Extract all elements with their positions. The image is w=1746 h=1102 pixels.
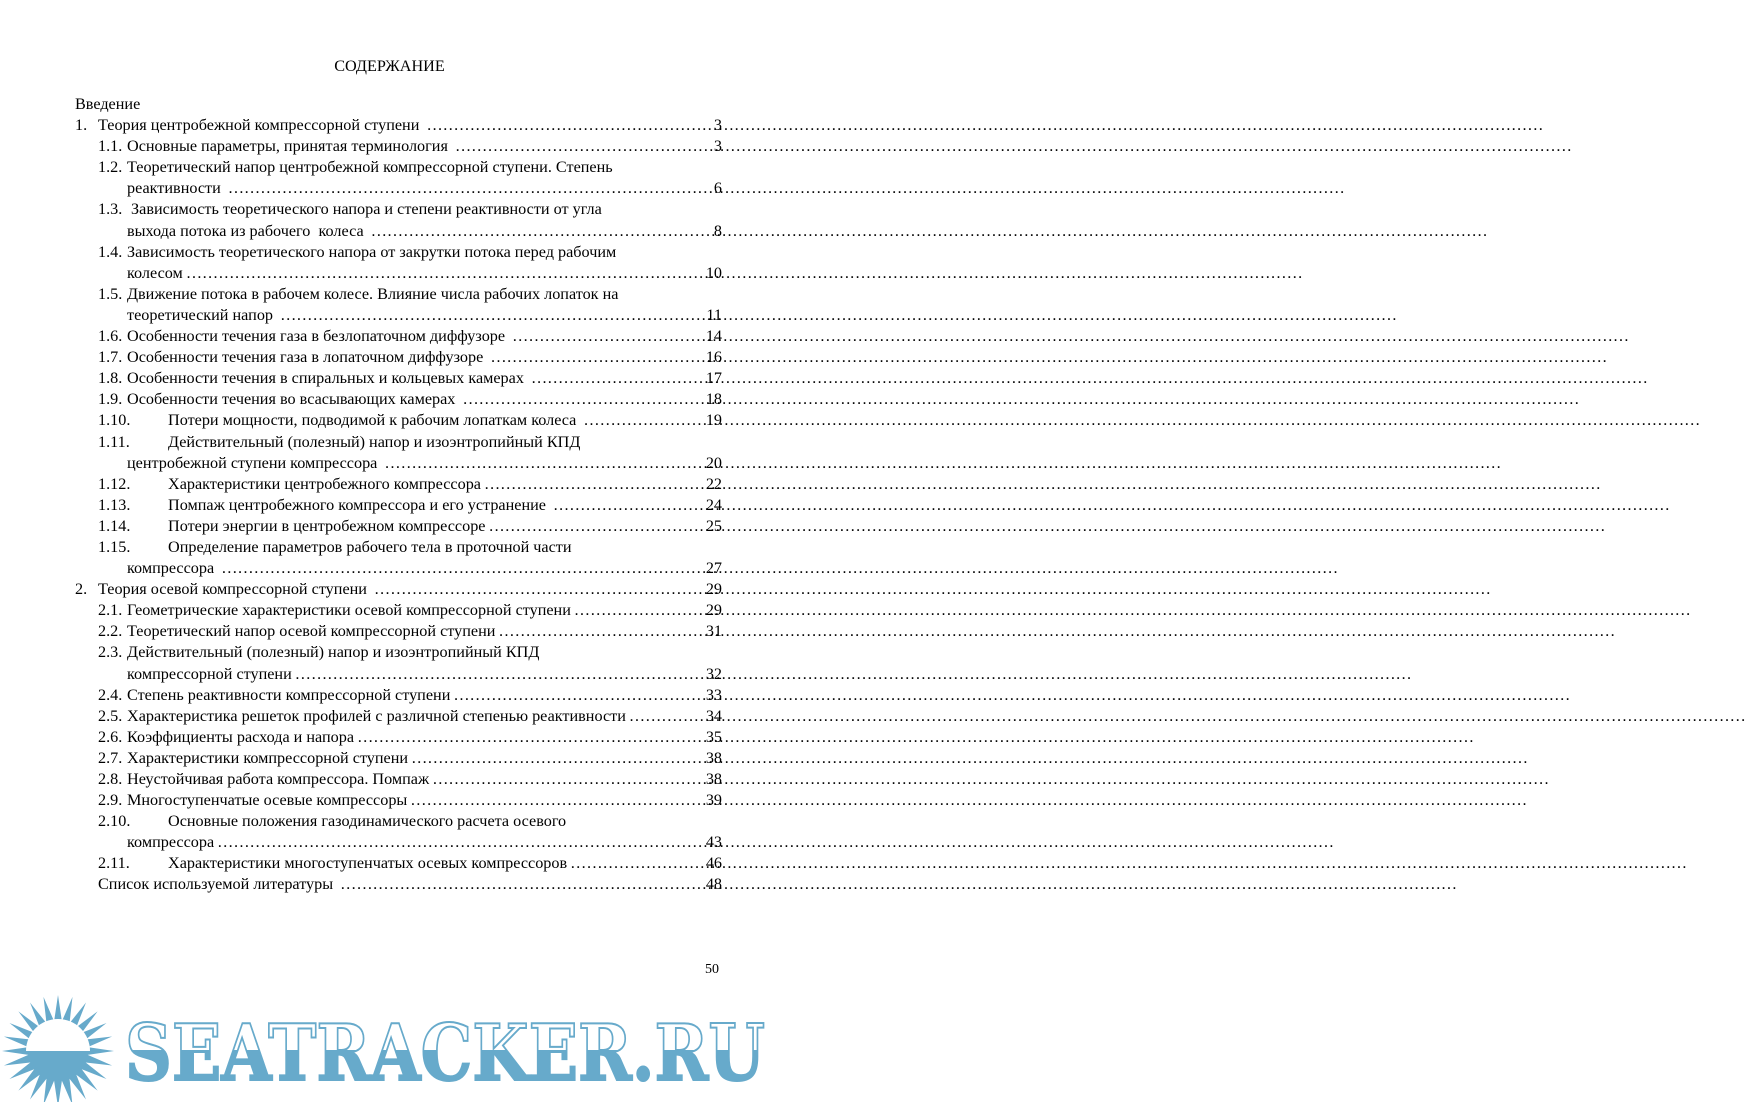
toc-entry-number: 2. — [75, 580, 88, 599]
toc-entry-title: Список используемой литературы — [98, 875, 338, 894]
toc-entry-title: Теория осевой компрессорной ступени — [98, 580, 371, 599]
toc-entry-number: 1.5. — [98, 284, 123, 303]
toc-entry-number: 2.4. — [98, 685, 123, 704]
toc-entry-number: 2.1. — [98, 601, 123, 620]
table-of-contents — [75, 94, 722, 896]
toc-entry-title: компрессорной ступени — [127, 664, 292, 683]
toc-entry[interactable] — [75, 748, 722, 769]
toc-entry-page: 6 — [714, 178, 722, 199]
toc-entry[interactable] — [75, 579, 722, 600]
toc-entry-title: Особенности течения газа в лопаточном диффузоре — [127, 348, 488, 367]
toc-entry-page: 20 — [706, 453, 722, 474]
leader-dots — [528, 368, 706, 389]
toc-entry-title: теоретический напор — [127, 305, 278, 324]
toc-entry-page: 19 — [706, 410, 722, 431]
leader-dots — [354, 727, 706, 748]
leader-dots — [571, 600, 706, 621]
toc-entry-page: 24 — [706, 495, 722, 516]
toc-entry-title: Зависимость теоретического напора и степени реактивности от угла — [127, 200, 602, 219]
toc-entry[interactable] — [75, 157, 722, 178]
toc-entry-page: 35 — [706, 727, 722, 748]
leader-dots — [450, 685, 705, 706]
toc-entry-title: Геометрические характеристики осевой компрессорной ступени — [127, 601, 571, 620]
page-number: 50 — [705, 962, 719, 977]
toc-entry[interactable] — [75, 600, 722, 621]
leader-dots — [292, 664, 706, 685]
toc-entry-number: 1. — [75, 116, 88, 135]
toc-entry-title: Коэффициенты расхода и напора — [127, 727, 355, 746]
toc-entry[interactable] — [75, 199, 722, 220]
toc-entry-number: 1.4. — [98, 242, 123, 261]
toc-entry-page: 14 — [706, 326, 722, 347]
toc-entry-number: 1.10. — [98, 411, 131, 430]
toc-entry-number: 1.8. — [98, 369, 123, 388]
toc-title: СОДЕРЖАНИЕ — [334, 57, 445, 75]
toc-entry-number: 2.10. — [98, 812, 131, 831]
toc-entry[interactable] — [75, 537, 722, 558]
toc-entry-title: компрессора — [127, 833, 215, 852]
toc-entry-title: Характеристики многоступенчатых осевых компрессоров — [168, 854, 568, 873]
leader-dots — [495, 621, 705, 642]
toc-entry[interactable] — [75, 368, 722, 389]
leader-dots — [580, 410, 705, 431]
toc-entry-title: Теория центробежной компрессорной ступени — [98, 116, 424, 135]
toc-entry-number: 2.7. — [98, 748, 123, 767]
toc-entry-title: Определение параметров рабочего тела в проточной части — [168, 537, 572, 556]
toc-entry[interactable] — [75, 558, 722, 579]
toc-entry-title: компрессора — [127, 559, 219, 578]
toc-entry-page: 11 — [706, 305, 722, 326]
toc-entry-title: Характеристики центробежного компрессора — [168, 474, 481, 493]
toc-entry-page: 8 — [714, 221, 722, 242]
leader-dots — [218, 558, 706, 579]
toc-entry-page: 22 — [706, 474, 722, 495]
toc-entry[interactable] — [75, 853, 722, 874]
toc-entry[interactable] — [75, 221, 722, 242]
toc-entry[interactable] — [75, 263, 722, 284]
toc-entry[interactable] — [75, 178, 722, 199]
toc-entry[interactable] — [75, 453, 722, 474]
leader-dots — [371, 579, 706, 600]
leader-dots — [626, 706, 706, 727]
toc-entry-page: 25 — [706, 516, 722, 537]
toc-entry-number: 2.5. — [98, 706, 123, 725]
leader-dots — [407, 790, 706, 811]
leader-dots — [487, 347, 706, 368]
toc-entry-title: Характеристика решеток профилей с различной степенью реактивности — [127, 706, 626, 725]
toc-entry-title: Потери энергии в центробежном компрессоре — [168, 516, 486, 535]
toc-entry[interactable] — [75, 516, 722, 537]
toc-entry[interactable] — [75, 347, 722, 368]
toc-entry-number: 2.2. — [98, 622, 123, 641]
toc-entry-page: 46 — [706, 853, 722, 874]
toc-entry[interactable] — [75, 642, 722, 663]
toc-intro-label: Введение — [75, 95, 141, 113]
toc-entry-page: 31 — [706, 621, 722, 642]
toc-entry-title: Действительный (полезный) напор и изоэнтропийный КПД — [127, 643, 540, 662]
toc-entry-title: выхода потока из рабочего колеса — [127, 221, 368, 240]
toc-entry-number: 1.6. — [98, 327, 123, 346]
toc-entry-page: 48 — [706, 874, 722, 895]
toc-entry[interactable] — [75, 874, 722, 895]
toc-entry-title: Зависимость теоретического напора от закрутки потока перед рабочим — [127, 242, 617, 261]
leader-dots — [381, 453, 705, 474]
toc-entry-title: Степень реактивности компрессорной ступени — [127, 685, 451, 704]
toc-entry-title: Теоретический напор центробежной компрессорной ступени. Степень — [127, 158, 613, 177]
leader-dots — [408, 748, 706, 769]
toc-entry-number: 2.6. — [98, 727, 123, 746]
toc-entry-number: 1.12. — [98, 474, 131, 493]
toc-entry-title: Основные положения газодинамического расчета осевого — [168, 812, 567, 831]
toc-entry-page: 10 — [706, 263, 722, 284]
toc-entry-page: 32 — [706, 664, 722, 685]
toc-entry[interactable] — [75, 284, 722, 305]
toc-entry-page: 39 — [706, 790, 722, 811]
toc-entry-number: 1.9. — [98, 390, 123, 409]
toc-entry-number: 2.11. — [98, 854, 130, 873]
toc-entry[interactable] — [75, 410, 722, 431]
toc-entry-page: 29 — [706, 579, 722, 600]
toc-entry[interactable] — [75, 326, 722, 347]
toc-entry[interactable] — [75, 769, 722, 790]
toc-entry-page: 38 — [706, 748, 722, 769]
toc-entry-title: Действительный (полезный) напор и изоэнтропийный КПД — [168, 432, 581, 451]
leader-dots — [509, 326, 706, 347]
toc-entry-number: 2.9. — [98, 791, 123, 810]
toc-entry[interactable] — [75, 136, 722, 157]
toc-entry-page: 34 — [706, 706, 722, 727]
toc-entry-page: 17 — [706, 368, 722, 389]
toc-entry[interactable] — [75, 495, 722, 516]
toc-entry-page: 33 — [706, 685, 722, 706]
toc-entry-number: 2.3. — [98, 643, 123, 662]
toc-entry-number: 1.14. — [98, 516, 131, 535]
toc-entry[interactable] — [75, 832, 722, 853]
toc-intro[interactable] — [75, 94, 722, 115]
toc-entry[interactable] — [75, 790, 722, 811]
toc-entry[interactable] — [75, 305, 722, 326]
leader-dots — [225, 178, 714, 199]
toc-entry[interactable] — [75, 685, 722, 706]
leader-dots — [550, 495, 706, 516]
leader-dots — [368, 221, 714, 242]
leader-dots — [214, 832, 706, 853]
toc-entry-number: 1.1. — [98, 137, 123, 156]
toc-entry[interactable] — [75, 811, 722, 832]
leader-dots — [429, 769, 706, 790]
toc-entry[interactable] — [75, 432, 722, 453]
toc-entry-title: Характеристики компрессорной ступени — [127, 748, 409, 767]
toc-entry-number: 1.11. — [98, 432, 130, 451]
leader-dots — [481, 474, 706, 495]
toc-entry[interactable] — [75, 706, 722, 727]
toc-entry[interactable] — [75, 389, 722, 410]
sun-logo-icon — [2, 995, 114, 1102]
toc-entry-title: Потери мощности, подводимой к рабочим лопаткам колеса — [168, 411, 581, 430]
toc-entry-page: 3 — [714, 136, 722, 157]
toc-entry[interactable] — [75, 242, 722, 263]
leader-dots — [452, 136, 714, 157]
toc-entry-number: 1.3. — [98, 200, 123, 219]
toc-entry-page: 29 — [706, 600, 722, 621]
toc-entry-title: Особенности течения газа в безлопаточном диффузоре — [127, 327, 510, 346]
leader-dots — [423, 115, 713, 136]
leader-dots — [277, 305, 706, 326]
toc-entry-number: 1.2. — [98, 158, 123, 177]
toc-entry-title: Основные параметры, принятая терминология — [127, 137, 452, 156]
toc-entry-page: 18 — [706, 389, 722, 410]
toc-entry-title: Неустойчивая работа компрессора. Помпаж — [127, 770, 430, 788]
leader-dots — [183, 263, 706, 284]
toc-entry-title: Движение потока в рабочем колесе. Влияние числа рабочих лопаток на — [127, 284, 619, 303]
leader-dots — [337, 874, 706, 895]
seatracker-watermark — [0, 985, 779, 1099]
toc-entry-title: колесом — [127, 263, 183, 282]
leader-dots — [485, 516, 705, 537]
toc-entry[interactable] — [75, 664, 722, 685]
toc-entry[interactable] — [75, 621, 722, 642]
toc-entry-number: 1.7. — [98, 348, 123, 367]
watermark-text: SEATRACKER.RU — [125, 1008, 765, 1099]
leader-dots — [459, 389, 705, 410]
toc-entry-number: 1.15. — [98, 537, 131, 556]
toc-entry-title: Особенности течения в спиральных и кольцевых камерах — [127, 369, 528, 388]
toc-entry-title: Теоретический напор осевой компрессорной ступени — [127, 622, 496, 641]
toc-entry[interactable] — [75, 474, 722, 495]
toc-entry-page: 16 — [706, 347, 722, 368]
toc-entry-title: центробежной ступени компрессора — [127, 453, 382, 472]
toc-entry-title: Помпаж центробежного компрессора и его устранение — [168, 495, 551, 514]
leader-dots — [567, 853, 706, 874]
toc-entry-page: 3 — [714, 115, 722, 136]
toc-entry-title: Многоступенчатые осевые компрессоры — [127, 791, 408, 810]
toc-entry-page: 38 — [706, 769, 722, 790]
toc-entry-title: реактивности — [127, 179, 225, 198]
toc-entry-page: 43 — [706, 832, 722, 853]
toc-entry[interactable] — [75, 727, 722, 748]
toc-entry-number: 1.13. — [98, 495, 131, 514]
toc-entry-number: 2.8. — [98, 770, 123, 788]
toc-entry[interactable] — [75, 115, 722, 136]
toc-entry-title: Особенности течения во всасывающих камерах — [127, 390, 460, 409]
toc-entry-page: 27 — [706, 558, 722, 579]
